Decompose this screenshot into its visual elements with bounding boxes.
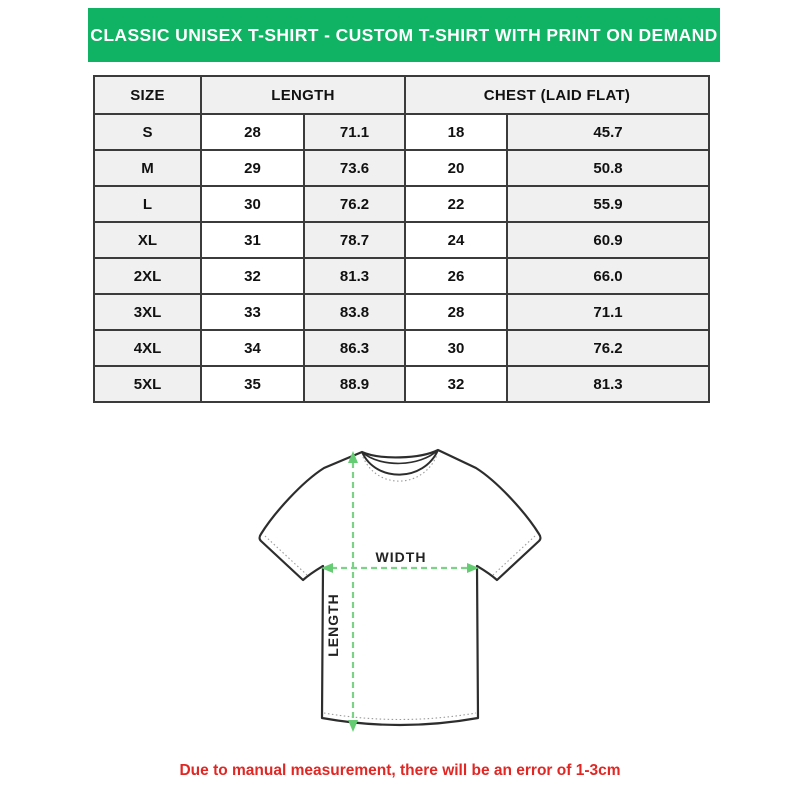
length-in-cell: 30 <box>201 186 304 222</box>
col-header-chest: CHEST (LAID FLAT) <box>405 76 709 114</box>
length-cm-cell: 78.7 <box>304 222 405 258</box>
chest-in-cell: 26 <box>405 258 507 294</box>
size-cell: 2XL <box>94 258 201 294</box>
length-cm-cell: 88.9 <box>304 366 405 402</box>
length-cm-cell: 81.3 <box>304 258 405 294</box>
length-cm-cell: 83.8 <box>304 294 405 330</box>
length-cm-cell: 73.6 <box>304 150 405 186</box>
chest-cm-cell: 66.0 <box>507 258 709 294</box>
length-in-cell: 29 <box>201 150 304 186</box>
width-label: WIDTH <box>375 549 427 565</box>
chest-in-cell: 28 <box>405 294 507 330</box>
size-chart-table <box>93 75 710 403</box>
chest-cm-cell: 81.3 <box>507 366 709 402</box>
tshirt-outline <box>260 450 541 725</box>
length-arrow-head-bottom <box>348 720 358 732</box>
chest-in-cell: 32 <box>405 366 507 402</box>
chest-in-cell: 20 <box>405 150 507 186</box>
chest-in-cell: 30 <box>405 330 507 366</box>
title-banner <box>88 8 720 62</box>
length-in-cell: 35 <box>201 366 304 402</box>
table-row <box>94 258 709 294</box>
chest-in-cell: 24 <box>405 222 507 258</box>
col-header-length: LENGTH <box>201 76 405 114</box>
table-row <box>94 222 709 258</box>
table-header-row <box>94 76 709 114</box>
length-in-cell: 33 <box>201 294 304 330</box>
length-in-cell: 31 <box>201 222 304 258</box>
size-cell: 5XL <box>94 366 201 402</box>
chest-cm-cell: 45.7 <box>507 114 709 150</box>
table-row <box>94 114 709 150</box>
chest-in-cell: 22 <box>405 186 507 222</box>
length-in-cell: 34 <box>201 330 304 366</box>
measurement-note: Due to manual measurement, there will be an error of 1-3cm <box>179 762 621 779</box>
length-in-cell: 28 <box>201 114 304 150</box>
size-cell: 3XL <box>94 294 201 330</box>
tshirt-measurement-diagram <box>230 435 570 755</box>
table-row <box>94 330 709 366</box>
table-row <box>94 294 709 330</box>
length-cm-cell: 76.2 <box>304 186 405 222</box>
tshirt-diagram-svg <box>230 435 570 755</box>
length-cm-cell: 86.3 <box>304 330 405 366</box>
chest-cm-cell: 55.9 <box>507 186 709 222</box>
col-header-size: SIZE <box>94 76 201 114</box>
chest-cm-cell: 76.2 <box>507 330 709 366</box>
length-cm-cell: 71.1 <box>304 114 405 150</box>
size-cell: S <box>94 114 201 150</box>
table-row <box>94 366 709 402</box>
chest-in-cell: 18 <box>405 114 507 150</box>
size-cell: 4XL <box>94 330 201 366</box>
chest-cm-cell: 71.1 <box>507 294 709 330</box>
size-cell: M <box>94 150 201 186</box>
page-title: CLASSIC UNISEX T-SHIRT - CUSTOM T-SHIRT WITH PRINT ON DEMAND <box>90 24 718 45</box>
chest-cm-cell: 50.8 <box>507 150 709 186</box>
size-cell: XL <box>94 222 201 258</box>
size-cell: L <box>94 186 201 222</box>
length-label: LENGTH <box>325 593 341 657</box>
length-in-cell: 32 <box>201 258 304 294</box>
chest-cm-cell: 60.9 <box>507 222 709 258</box>
table-row <box>94 186 709 222</box>
table-row <box>94 150 709 186</box>
